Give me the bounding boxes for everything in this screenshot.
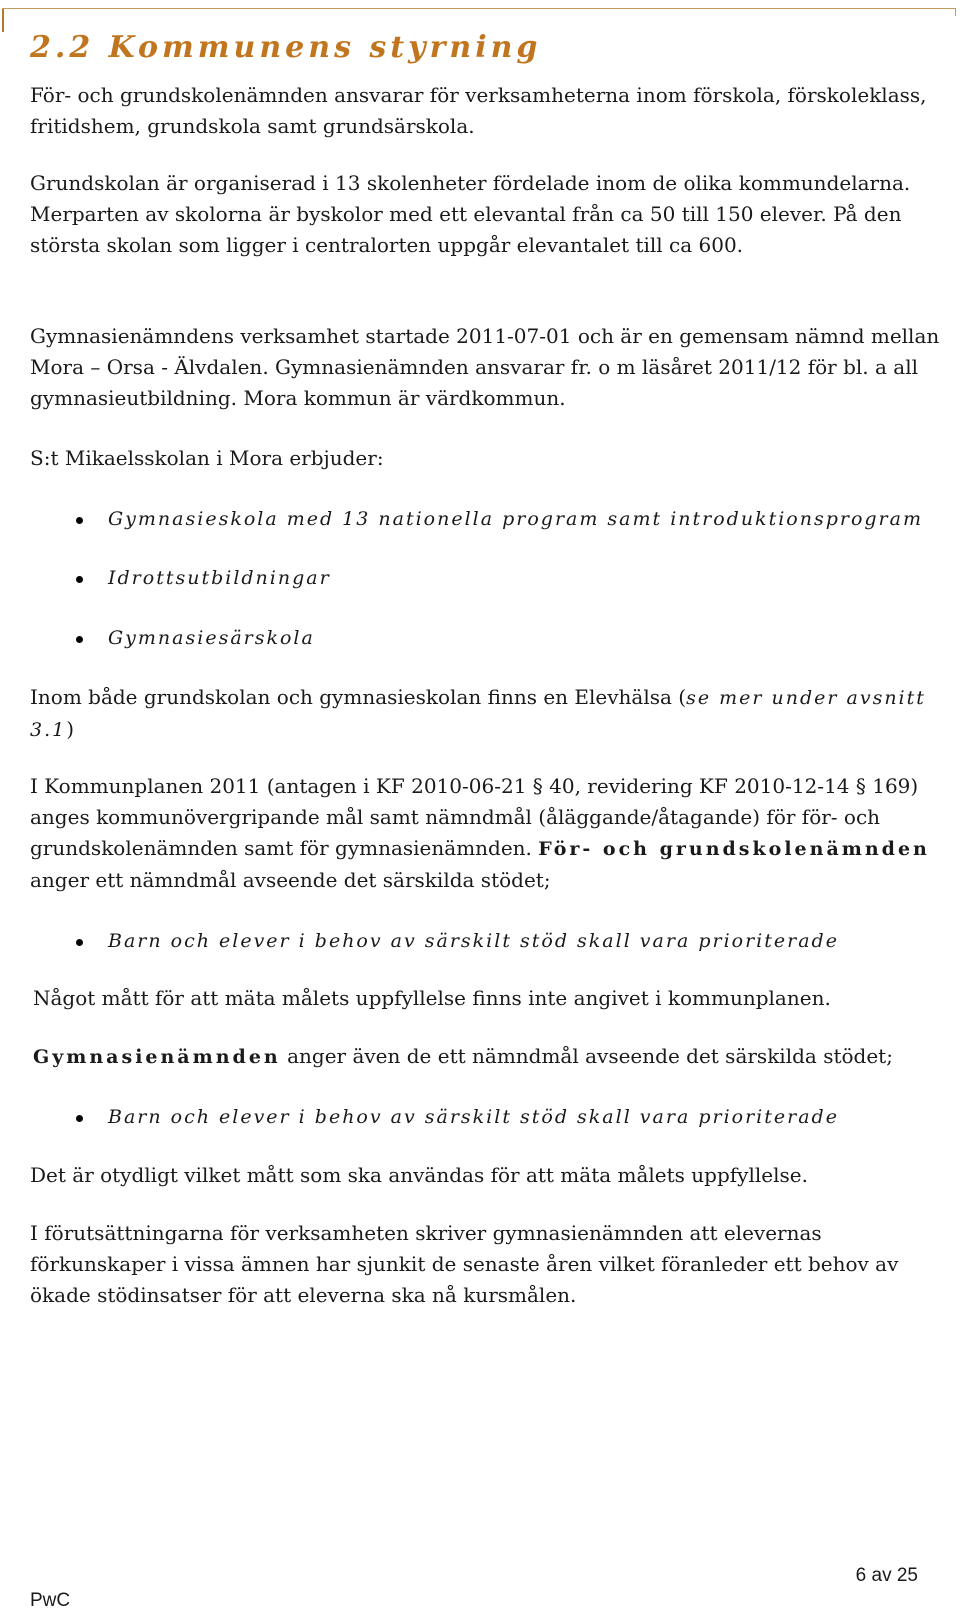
- gymnasienamnden-bold: Gymnasienämnden: [33, 1046, 281, 1068]
- page-number: 6 av 25: [855, 1565, 918, 1586]
- paragraph-mikaelsskolan: S:t Mikaelsskolan i Mora erbjuder:: [30, 446, 384, 470]
- paragraph-gymnasienamnden-goal: [33, 1041, 948, 1073]
- gymnasienamnden-after: anger även de ett nämndmål avseende det särskilda stödet;: [287, 1044, 893, 1068]
- kommunplanen-after: anger ett nämndmål avseende det särskilda stödet;: [30, 868, 551, 892]
- page-frame-top: [2, 8, 956, 9]
- bullet-icon: [76, 939, 83, 946]
- list-item-text: Idrottsutbildningar: [108, 567, 331, 589]
- elevhalsa-close: ): [66, 717, 75, 741]
- kommunplanen-text: I Kommunplanen 2011 (antagen i KF 2010-06-21 § 40, revidering KF 2010-12-14 § 169) anges kommunövergripande mål samt nämndmål (åläggande/åtagande) för för- och grundskolenämnden samt för gymnasienämnden.: [30, 774, 919, 860]
- elevhalsa-reference: se mer under avsnitt 3.1: [30, 687, 926, 741]
- paragraph-responsibility: För- och grundskolenämnden ansvarar för verksamheterna inom förskola, förskoleklass, fritidshem, grundskola samt grundsärskola.: [30, 83, 927, 138]
- fg-namnden-bold: För- och grundskolenämnden: [538, 838, 930, 860]
- elevhalsa-text: Inom både grundskolan och gymnasieskolan finns en Elevhälsa (: [30, 685, 687, 709]
- paragraph-kommunplanen: [30, 771, 945, 896]
- footer-brand: PwC: [30, 1590, 71, 1611]
- list-item-text: Gymnasieskola med 13 nationella program samt introduktionsprogram: [108, 508, 923, 530]
- list-item-text: Barn och elever i behov av särskilt stöd skall vara prioriterade: [108, 1106, 839, 1128]
- paragraph-grundskolan: Grundskolan är organiserad i 13 skolenheter fördelade inom de olika kommundelarna. Merparten av skolorna är byskolor med ett elevantal från ca 50 till 150 elever. På den största skolan som ligger i centralorten uppgår elevantalet till ca 600.: [30, 171, 911, 257]
- bullet-icon: [76, 636, 83, 643]
- list-item-text: Gymnasiesärskola: [108, 627, 315, 649]
- page-frame-right: [955, 8, 956, 16]
- paragraph-elevhalsa: [30, 682, 945, 746]
- paragraph-unclear-measure: Det är otydligt vilket mått som ska användas för att mäta målets uppfyllelse.: [30, 1163, 808, 1187]
- paragraph-prerequisites: I förutsättningarna för verksamheten skriver gymnasienämnden att elevernas förkunskaper i vissa ämnen har sjunkit de senaste åren vilket föranleder ett behov av ökade stödinsatser för att eleverna ska nå kursmålen.: [30, 1221, 899, 1307]
- paragraph-gymnasienamnden: Gymnasienämndens verksamhet startade 2011-07-01 och är en gemensam nämnd mellan Mora – Orsa - Älvdalen. Gymnasienämnden ansvarar fr. o m läsåret 2011/12 för bl. a all gymnasieutbildning. Mora kommun är värdkommun.: [30, 324, 940, 410]
- bullet-icon: [76, 517, 83, 524]
- section-heading: 2.2 Kommunens styrning: [30, 30, 542, 65]
- list-item-text: Barn och elever i behov av särskilt stöd skall vara prioriterade: [108, 930, 839, 952]
- paragraph-no-measure: Något mått för att mäta målets uppfyllelse finns inte angivet i kommunplanen.: [33, 986, 831, 1010]
- page-frame-left: [2, 8, 4, 32]
- bullet-icon: [76, 576, 83, 583]
- bullet-icon: [76, 1115, 83, 1122]
